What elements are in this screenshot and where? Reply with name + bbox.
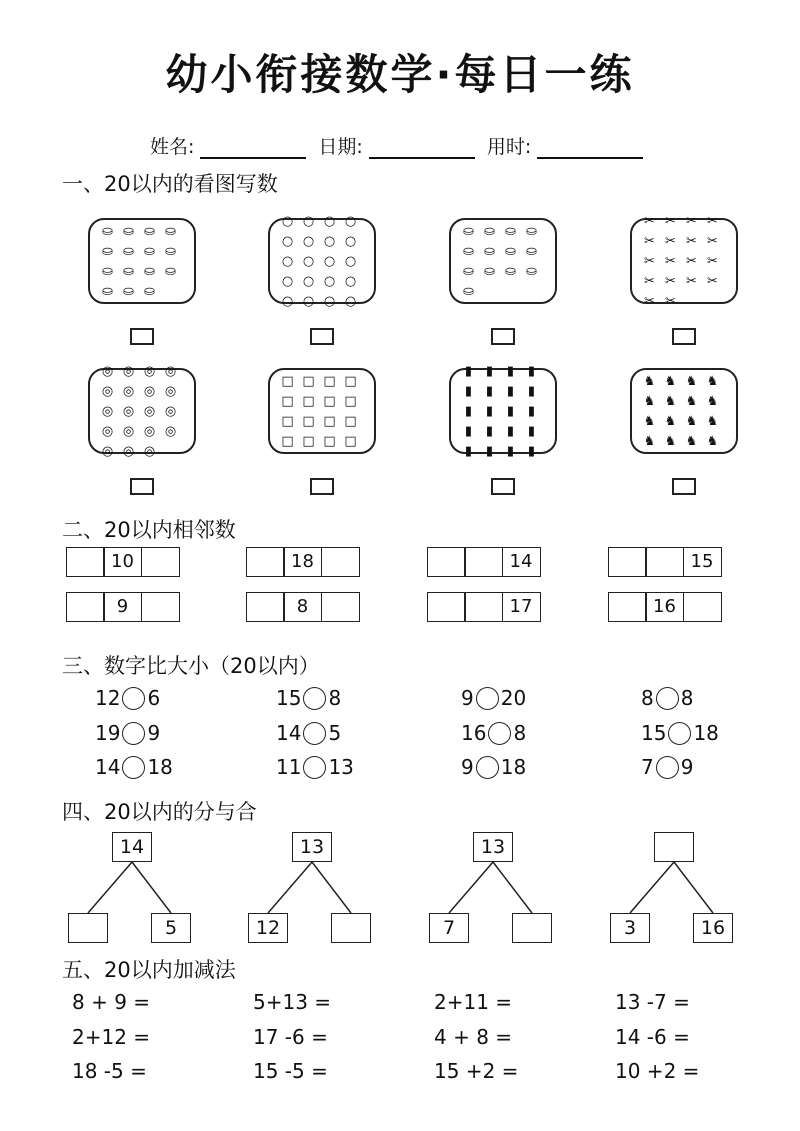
left-number: 12 [95, 686, 121, 710]
scissors-icon: ✂ [707, 213, 718, 229]
volleyball-icon: ◎ [143, 383, 156, 399]
right-number: 9 [680, 755, 694, 779]
volleyball-icon: ◎ [143, 403, 156, 419]
cake-icon: ⛀ [484, 223, 495, 239]
cake-icon: ⛀ [463, 223, 474, 239]
scissors-icon: ✂ [665, 213, 676, 229]
bond-top-box: 13 [292, 832, 332, 862]
page-title: 幼小衔接数学·每日一练 [165, 50, 635, 99]
chess-knight-icon: ♞ [664, 413, 677, 429]
equation: 17 -6 = [253, 1025, 328, 1049]
scissors-icon: ✂ [665, 293, 676, 309]
cake-icon: ⛀ [102, 223, 113, 239]
orange-icon: ○ [323, 273, 336, 289]
bond-line [312, 862, 351, 913]
pencil-icon: ▮ [464, 403, 473, 419]
square-icon: □ [302, 433, 315, 449]
right-number: 8 [328, 686, 342, 710]
scissors-icon: ✂ [644, 273, 655, 289]
number-cell: 16 [645, 592, 684, 622]
left-number: 8 [641, 686, 654, 710]
section-heading-1: 一、20以内的看图写数 [62, 172, 278, 196]
bond-left-box[interactable] [68, 913, 108, 943]
square-icon: □ [323, 413, 336, 429]
scissors-icon: ✂ [707, 253, 718, 269]
volleyball-icon: ◎ [122, 383, 135, 399]
left-number: 15 [641, 721, 667, 745]
left-number: 16 [461, 721, 487, 745]
number-cell: 9 [103, 592, 142, 622]
square-icon: □ [344, 433, 357, 449]
cake-icon: ⛀ [123, 263, 134, 279]
pencil-icon: ▮ [506, 423, 515, 439]
scissors-icon: ✂ [644, 293, 655, 309]
cake-icon: ⛀ [144, 283, 155, 299]
square-icon: □ [323, 393, 336, 409]
bond-line [493, 862, 532, 913]
square-icon: □ [302, 413, 315, 429]
volleyball-icon: ◎ [164, 383, 177, 399]
chess-knight-icon: ♞ [706, 373, 719, 389]
name-label: 姓名: [150, 136, 195, 158]
number-cell: 15 [683, 547, 722, 577]
chess-knight-icon: ♞ [664, 433, 677, 449]
number-cell: 8 [283, 592, 322, 622]
bond-left-box: 3 [610, 913, 650, 943]
volleyball-icon: ◎ [101, 383, 114, 399]
volleyball-icon: ◎ [143, 443, 156, 459]
scissors-icon: ✂ [686, 253, 697, 269]
scissors-icon: ✂ [644, 253, 655, 269]
left-number: 9 [461, 755, 474, 779]
orange-icon: ○ [302, 293, 315, 309]
left-number: 7 [641, 755, 654, 779]
cake-icon: ⛀ [102, 283, 113, 299]
orange-icon: ○ [302, 213, 315, 229]
orange-icon: ○ [323, 253, 336, 269]
volleyball-icon: ◎ [101, 363, 114, 379]
bond-top-box[interactable] [654, 832, 694, 862]
chess-knight-icon: ♞ [685, 373, 698, 389]
cake-icon: ⛀ [144, 243, 155, 259]
pencil-icon: ▮ [506, 363, 515, 379]
cake-icon: ⛀ [505, 263, 516, 279]
bond-right-box[interactable] [331, 913, 371, 943]
bond-top-box: 14 [112, 832, 152, 862]
cake-icon: ⛀ [123, 223, 134, 239]
number-cell: 10 [103, 547, 142, 577]
volleyball-icon: ◎ [101, 443, 114, 459]
equation: 15 -5 = [253, 1059, 328, 1083]
chess-knight-icon: ♞ [706, 393, 719, 409]
orange-icon: ○ [344, 213, 357, 229]
square-icon: □ [323, 373, 336, 389]
square-icon: □ [323, 433, 336, 449]
pencil-icon: ▮ [485, 443, 494, 459]
section-heading-2: 二、20以内相邻数 [62, 518, 236, 542]
chess-knight-icon: ♞ [643, 413, 656, 429]
equation: 15 +2 = [434, 1059, 519, 1083]
orange-icon: ○ [281, 293, 294, 309]
equation: 2+12 = [72, 1025, 151, 1049]
volleyball-icon: ◎ [122, 423, 135, 439]
section-heading-4: 四、20以内的分与合 [62, 800, 257, 824]
bond-right-box[interactable] [512, 913, 552, 943]
right-number: 18 [500, 755, 527, 779]
orange-icon: ○ [302, 253, 315, 269]
cake-icon: ⛀ [526, 243, 537, 259]
left-number: 14 [95, 755, 121, 779]
volleyball-icon: ◎ [164, 363, 177, 379]
bond-line [449, 862, 493, 913]
pencil-icon: ▮ [527, 443, 536, 459]
pencil-icon: ▮ [485, 423, 494, 439]
cake-icon: ⛀ [144, 263, 155, 279]
square-icon: □ [344, 393, 357, 409]
cake-icon: ⛀ [463, 283, 474, 299]
chess-knight-icon: ♞ [664, 393, 677, 409]
pencil-icon: ▮ [527, 403, 536, 419]
orange-icon: ○ [281, 253, 294, 269]
pencil-icon: ▮ [485, 383, 494, 399]
scissors-icon: ✂ [686, 233, 697, 249]
scissors-icon: ✂ [707, 273, 718, 289]
scissors-icon: ✂ [707, 233, 718, 249]
orange-icon: ○ [323, 213, 336, 229]
cake-icon: ⛀ [165, 243, 176, 259]
cake-icon: ⛀ [484, 263, 495, 279]
right-number: 9 [147, 721, 161, 745]
square-icon: □ [281, 413, 294, 429]
scissors-icon: ✂ [644, 233, 655, 249]
scissors-icon: ✂ [665, 253, 676, 269]
left-number: 14 [276, 721, 302, 745]
pencil-icon: ▮ [527, 363, 536, 379]
cake-icon: ⛀ [505, 223, 516, 239]
cake-icon: ⛀ [123, 283, 134, 299]
bond-line [132, 862, 171, 913]
equation: 5+13 = [253, 990, 332, 1014]
pencil-icon: ▮ [506, 443, 515, 459]
equation: 14 -6 = [615, 1025, 690, 1049]
right-number: 18 [147, 755, 173, 779]
left-number: 11 [276, 755, 302, 779]
bond-top-box: 13 [473, 832, 513, 862]
bond-right-box: 5 [151, 913, 191, 943]
left-number: 15 [276, 686, 302, 710]
left-number: 19 [95, 721, 121, 745]
chess-knight-icon: ♞ [706, 413, 719, 429]
section-heading-5: 五、20以内加减法 [62, 958, 236, 982]
orange-icon: ○ [344, 253, 357, 269]
scissors-icon: ✂ [686, 213, 697, 229]
bond-left-box: 7 [429, 913, 469, 943]
volleyball-icon: ◎ [101, 403, 114, 419]
bond-line [674, 862, 713, 913]
cake-icon: ⛀ [102, 263, 113, 279]
cake-icon: ⛀ [165, 223, 176, 239]
bond-right-box: 16 [693, 913, 733, 943]
chess-knight-icon: ♞ [706, 433, 719, 449]
scissors-icon: ✂ [665, 233, 676, 249]
pencil-icon: ▮ [485, 363, 494, 379]
scissors-icon: ✂ [665, 273, 676, 289]
chess-knight-icon: ♞ [685, 413, 698, 429]
equation: 2+11 = [434, 990, 513, 1014]
orange-icon: ○ [323, 293, 336, 309]
pencil-icon: ▮ [527, 423, 536, 439]
number-cell: 17 [502, 592, 541, 622]
right-number: 13 [328, 755, 354, 779]
volleyball-icon: ◎ [164, 423, 177, 439]
pencil-icon: ▮ [464, 363, 473, 379]
bond-line [268, 862, 312, 913]
volleyball-icon: ◎ [122, 443, 135, 459]
cake-icon: ⛀ [123, 243, 134, 259]
cake-icon: ⛀ [526, 263, 537, 279]
equation: 8 + 9 = [72, 990, 151, 1014]
bond-line [88, 862, 132, 913]
square-icon: □ [344, 373, 357, 389]
bond-left-box: 12 [248, 913, 288, 943]
pencil-icon: ▮ [506, 403, 515, 419]
square-icon: □ [281, 373, 294, 389]
orange-icon: ○ [344, 293, 357, 309]
square-icon: □ [302, 373, 315, 389]
volleyball-icon: ◎ [143, 423, 156, 439]
orange-icon: ○ [344, 233, 357, 249]
pencil-icon: ▮ [527, 383, 536, 399]
square-icon: □ [344, 413, 357, 429]
volleyball-icon: ◎ [164, 403, 177, 419]
square-icon: □ [302, 393, 315, 409]
right-number: 20 [500, 686, 527, 710]
orange-icon: ○ [302, 273, 315, 289]
cake-icon: ⛀ [102, 243, 113, 259]
section-heading-3: 三、数字比大小（20以内） [62, 654, 320, 678]
cake-icon: ⛀ [463, 243, 474, 259]
left-number: 9 [461, 686, 474, 710]
pencil-icon: ▮ [464, 423, 473, 439]
pencil-icon: ▮ [485, 403, 494, 419]
equation: 18 -5 = [72, 1059, 147, 1083]
scissors-icon: ✂ [644, 213, 655, 229]
volleyball-icon: ◎ [122, 403, 135, 419]
scissors-icon: ✂ [686, 273, 697, 289]
cake-icon: ⛀ [165, 263, 176, 279]
pencil-icon: ▮ [464, 383, 473, 399]
cake-icon: ⛀ [463, 263, 474, 279]
cake-icon: ⛀ [526, 223, 537, 239]
right-number: 18 [693, 721, 719, 745]
cake-icon: ⛀ [505, 243, 516, 259]
number-cell: 14 [502, 547, 541, 577]
number-cell: 18 [283, 547, 322, 577]
equation: 10 +2 = [615, 1059, 700, 1083]
orange-icon: ○ [302, 233, 315, 249]
chess-knight-icon: ♞ [643, 373, 656, 389]
cake-icon: ⛀ [484, 243, 495, 259]
square-icon: □ [281, 433, 294, 449]
volleyball-icon: ◎ [122, 363, 135, 379]
volleyball-icon: ◎ [101, 423, 114, 439]
chess-knight-icon: ♞ [664, 373, 677, 389]
cake-icon: ⛀ [144, 223, 155, 239]
chess-knight-icon: ♞ [643, 393, 656, 409]
equation: 4 + 8 = [434, 1025, 513, 1049]
chess-knight-icon: ♞ [685, 433, 698, 449]
bond-line [630, 862, 674, 913]
orange-icon: ○ [281, 273, 294, 289]
time-label: 用时: [486, 136, 532, 158]
orange-icon: ○ [344, 273, 357, 289]
square-icon: □ [281, 393, 294, 409]
right-number: 5 [328, 721, 342, 745]
pencil-icon: ▮ [464, 443, 473, 459]
pencil-icon: ▮ [506, 383, 515, 399]
orange-icon: ○ [281, 233, 294, 249]
right-number: 6 [147, 686, 161, 710]
orange-icon: ○ [281, 213, 294, 229]
right-number: 8 [513, 721, 527, 745]
chess-knight-icon: ♞ [685, 393, 698, 409]
right-number: 8 [680, 686, 694, 710]
volleyball-icon: ◎ [143, 363, 156, 379]
date-label: 日期: [318, 136, 363, 158]
chess-knight-icon: ♞ [643, 433, 656, 449]
equation: 13 -7 = [615, 990, 690, 1014]
orange-icon: ○ [323, 233, 336, 249]
